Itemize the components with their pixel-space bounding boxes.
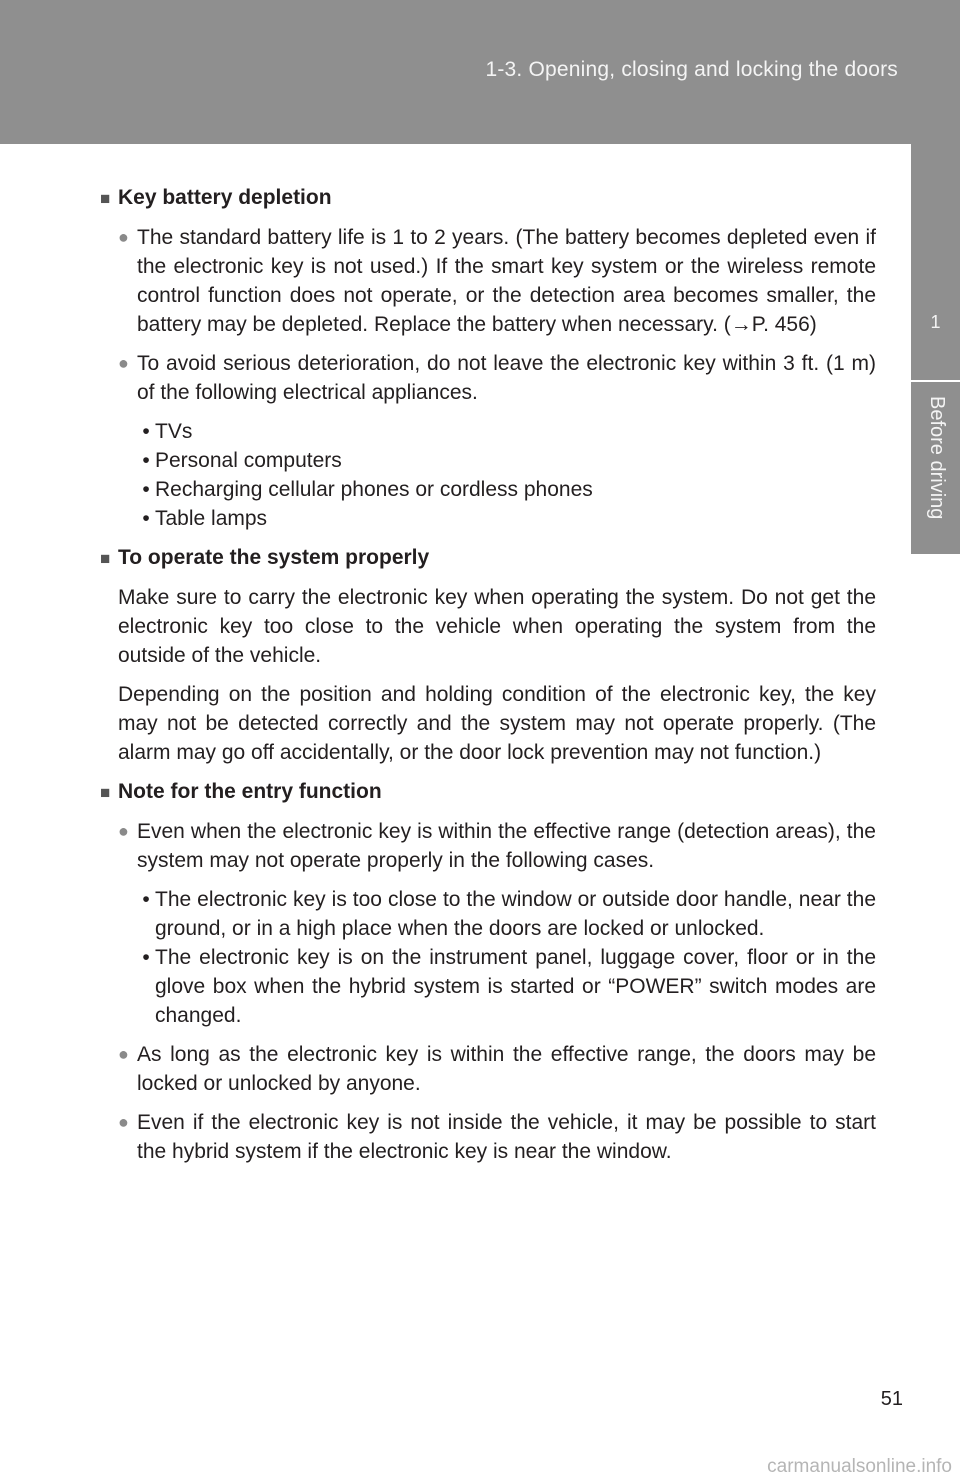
square-bullet-icon: ■: [100, 783, 111, 802]
circle-bullet-icon: ●: [118, 227, 129, 247]
list-item: [118, 223, 876, 339]
heading-text: Key battery depletion: [118, 186, 332, 209]
list-item-text: As long as the electronic key is within the effective range, the doors may be locked or unlocked by anyone.: [137, 1043, 876, 1095]
heading-text: Note for the entry function: [118, 780, 382, 803]
circle-bullet-icon: ●: [118, 1044, 129, 1064]
section-title: 1-3. Opening, closing and locking the doors: [485, 58, 898, 81]
sub-list-item: • TVs: [142, 420, 193, 443]
chapter-side-tab: [911, 144, 960, 554]
page-number: 51: [880, 1388, 903, 1410]
paragraph: Depending on the position and holding condition of the electronic key, the key may not be detected correctly and the system may not operate properly. (The alarm may go off accidentally, or the door lock prevention may not function.): [118, 683, 876, 764]
paragraph: Make sure to carry the electronic key when operating the system. Do not get the electronic key too close to the vehicle when operating the system from the outside of the vehicle.: [118, 586, 876, 667]
square-bullet-icon: ■: [100, 549, 111, 568]
list-item-text: Even if the electronic key is not inside the vehicle, it may be possible to start the hybrid system if the electronic key is near the window.: [137, 1111, 876, 1163]
header-band: [0, 0, 960, 144]
chapter-number: 1: [930, 312, 941, 332]
list-item-text: Even when the electronic key is within the effective range (detection areas), the system may not operate properly in the following cases.: [137, 820, 876, 872]
sub-list-item: • The electronic key is on the instrument panel, luggage cover, floor or in the glove box when the hybrid system is started or “POWER” switch modes are changed.: [142, 946, 876, 1027]
list-item: [118, 817, 876, 875]
square-bullet-icon: ■: [100, 189, 111, 208]
tab-divider: [911, 380, 960, 382]
sub-list-item: • Personal computers: [142, 449, 342, 472]
circle-bullet-icon: ●: [118, 821, 129, 841]
sub-list-item: • The electronic key is too close to the window or outside door handle, near the ground, or in a high place when the doors are locked or unlocked.: [142, 888, 876, 940]
watermark: carmanualsonline.info: [767, 1456, 952, 1477]
chapter-name: Before driving: [926, 396, 948, 520]
list-item: [118, 349, 876, 407]
heading-text: To operate the system properly: [118, 546, 430, 569]
list-item-text: The standard battery life is 1 to 2 years. (The battery becomes depleted even if the electronic key is not used.) If the smart key system or the wireless remote control function does not operate, or the detection area becomes smaller, the battery may be depleted. Replace the battery when necessary. (→P. 456): [137, 226, 876, 336]
section-heading: [100, 777, 876, 807]
list-item: [118, 1108, 876, 1166]
section-heading: [100, 543, 876, 573]
page-content: [100, 183, 876, 1176]
sub-list-item: • Recharging cellular phones or cordless phones: [142, 478, 593, 501]
appliance-list: [137, 417, 876, 533]
section-heading: [100, 183, 876, 213]
list-item: [118, 1040, 876, 1098]
circle-bullet-icon: ●: [118, 1112, 129, 1132]
circle-bullet-icon: ●: [118, 353, 129, 373]
sub-list-item: • Table lamps: [142, 507, 268, 530]
case-list: [137, 885, 876, 1030]
list-item-text: To avoid serious deterioration, do not leave the electronic key within 3 ft. (1 m) of the following electrical appliances.: [137, 352, 876, 404]
